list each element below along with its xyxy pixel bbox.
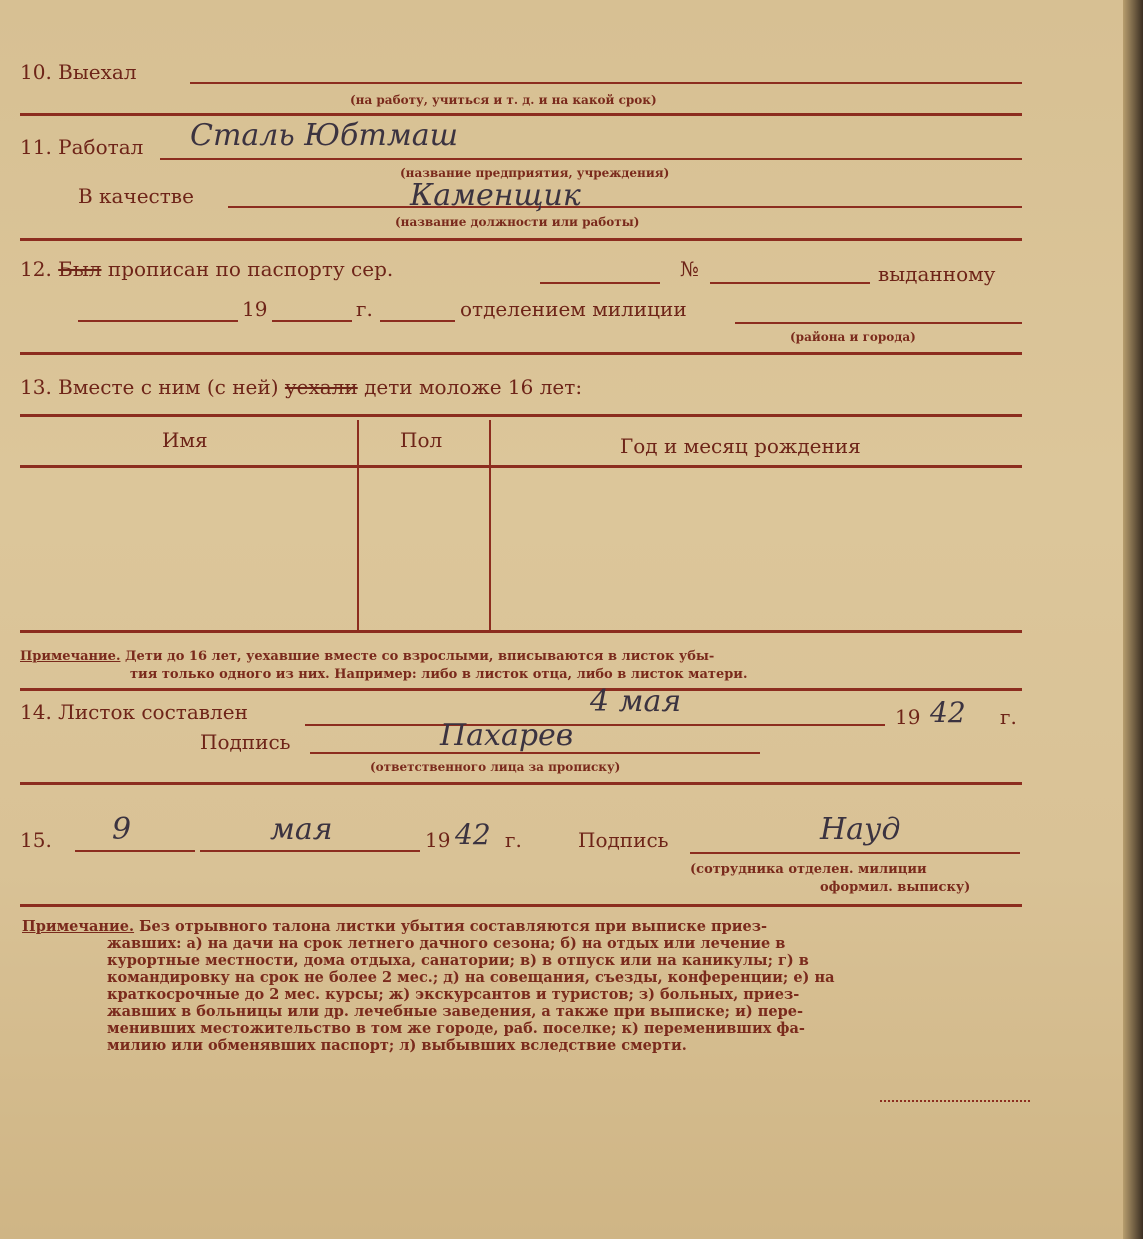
row15-caption-2: оформил. выписку) bbox=[820, 880, 971, 895]
note1-title: Примечание. bbox=[20, 649, 121, 664]
struck-word: уехали bbox=[284, 375, 358, 399]
note2-line-0: Без отрывного талона листки убытия составляются при выписке приез- bbox=[139, 918, 767, 935]
row11-label: 11. Работал bbox=[20, 135, 144, 159]
row11-as-label: В качестве bbox=[78, 184, 194, 208]
note1 bbox=[20, 648, 747, 684]
row15-sign-line bbox=[690, 852, 1020, 854]
note2-line bbox=[22, 918, 1032, 935]
handwritten-date: 4 мая bbox=[590, 684, 682, 719]
note2-line-2: курортные местности, дома отдыха, санатории; в) в отпуск или на каникулы; г) в bbox=[107, 952, 809, 969]
row12-label: 12. Был прописан по паспорту сер. bbox=[20, 257, 394, 281]
year-prefix: 19 bbox=[242, 297, 268, 321]
row12-caption: (района и города) bbox=[790, 330, 916, 344]
number-label: № bbox=[680, 257, 699, 281]
handwritten-year: 42 bbox=[455, 818, 491, 851]
handwritten-year: 42 bbox=[930, 696, 966, 729]
note2-line-4: краткосрочные до 2 мес. курсы; ж) экскурсантов и туристов; з) больных, приез- bbox=[107, 986, 800, 1003]
divider bbox=[20, 782, 1022, 785]
row13-label bbox=[20, 375, 582, 399]
row11-line bbox=[160, 158, 1022, 160]
row14-date-line bbox=[305, 724, 885, 726]
note1-line1: Дети до 16 лет, уехавшие вместе со взрослыми, вписываются в листок убы- bbox=[125, 649, 715, 664]
row15-year-prefix: 19 bbox=[425, 828, 451, 852]
divider bbox=[20, 113, 1022, 116]
row11-org-caption: (название предприятия, учреждения) bbox=[400, 166, 670, 180]
note2-trailing-dots bbox=[880, 1100, 1030, 1104]
table-col-divider bbox=[489, 420, 491, 630]
row14-sign-label: Подпись bbox=[200, 730, 291, 754]
note2-line-1: жавших: а) на дачи на срок летнего дачного сезона; б) на отдых или лечение в bbox=[107, 935, 786, 952]
year-suffix: г. bbox=[356, 297, 373, 321]
number-line bbox=[710, 282, 870, 284]
col-sex-header: Пол bbox=[400, 428, 443, 452]
note2-title: Примечание. bbox=[22, 918, 135, 935]
row15-sign-label: Подпись bbox=[578, 828, 669, 852]
police-label: отделением милиции bbox=[460, 297, 687, 321]
divider bbox=[20, 904, 1022, 907]
col-name-header: Имя bbox=[162, 428, 208, 452]
handwritten-day: 9 bbox=[112, 812, 132, 847]
row15-caption-1: (сотрудника отделен. милиции bbox=[690, 862, 927, 877]
row15-day-line bbox=[75, 850, 195, 852]
row14-caption: (ответственного лица за прописку) bbox=[370, 760, 621, 774]
row15-month-line bbox=[200, 850, 420, 852]
divider bbox=[20, 688, 1022, 691]
police-line bbox=[735, 322, 1022, 324]
handwritten-month: мая bbox=[270, 812, 333, 847]
row10-label: 10. Выехал bbox=[20, 60, 137, 84]
table-top-rule bbox=[20, 414, 1022, 417]
series-line bbox=[540, 282, 660, 284]
note2-line-3: командировку на срок не более 2 мес.; д) на совещания, съезды, конференции; е) на bbox=[107, 969, 835, 986]
note2-line-7: милию или обменявших паспорт; л) выбывших вследствие смерти. bbox=[107, 1037, 687, 1054]
handwritten-position: Каменщик bbox=[410, 178, 581, 213]
note2-line-5: жавших в больницы или др. лечебные заведения, а также при выписке; и) пере- bbox=[107, 1003, 803, 1020]
issued-label: выданному bbox=[878, 262, 996, 286]
row14-year-suffix: г. bbox=[1000, 705, 1017, 729]
paper-edge-shadow bbox=[1123, 0, 1143, 1239]
divider bbox=[20, 238, 1022, 241]
row12-text: прописан по паспорту сер. bbox=[107, 257, 394, 281]
handwritten-signature: Пахарев bbox=[440, 718, 574, 753]
table-header-rule bbox=[20, 465, 1022, 468]
note2 bbox=[22, 918, 1032, 1054]
row13-text-start: 13. Вместе с ним (с ней) bbox=[20, 375, 279, 399]
police-pre-line bbox=[380, 320, 455, 322]
divider bbox=[20, 352, 1022, 355]
row14-year-prefix: 19 bbox=[895, 705, 921, 729]
col-birth-header: Год и месяц рождения bbox=[620, 434, 861, 458]
note1-line2: тия только одного из них. Например: либо в листок отца, либо в листок матери. bbox=[130, 667, 748, 682]
struck-word: Был bbox=[58, 257, 102, 281]
row15-year-suffix: г. bbox=[505, 828, 522, 852]
handwritten-signature: Науд bbox=[820, 812, 901, 847]
row14-label: 14. Листок составлен bbox=[20, 700, 248, 724]
date-line bbox=[78, 320, 238, 322]
handwritten-organization: Сталь Юбтмаш bbox=[190, 118, 458, 153]
row11-position-caption: (название должности или работы) bbox=[395, 215, 640, 229]
table-bottom-rule bbox=[20, 630, 1022, 633]
row10-line bbox=[190, 82, 1022, 84]
year-line bbox=[272, 320, 352, 322]
note2-line-6: менивших местожительство в том же городе, раб. поселке; к) переменивших фа- bbox=[107, 1020, 805, 1037]
row13-text-end: дети моложе 16 лет: bbox=[364, 375, 583, 399]
row15-label: 15. bbox=[20, 828, 52, 852]
row11-position-line bbox=[228, 206, 1022, 208]
table-col-divider bbox=[357, 420, 359, 630]
row10-caption: (на работу, учиться и т. д. и на какой срок) bbox=[350, 93, 657, 107]
